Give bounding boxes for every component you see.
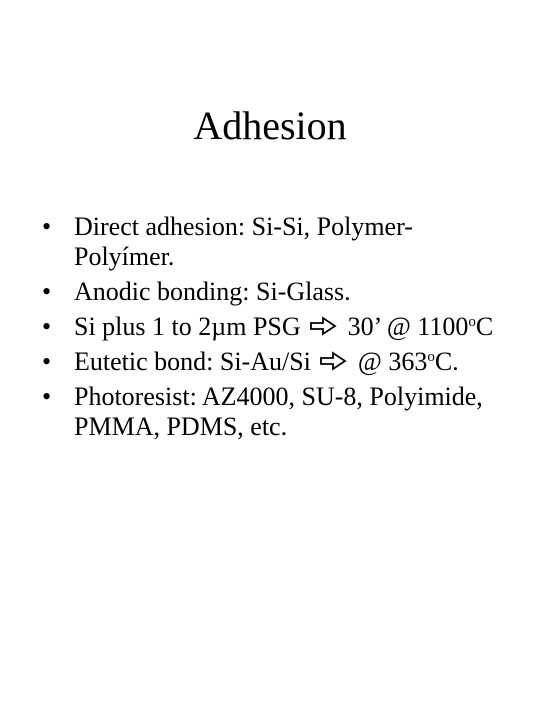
bullet-text-after-arrow: @ 363 — [357, 347, 428, 376]
degree-superscript: o — [427, 349, 435, 365]
hollow-right-arrow-icon — [309, 313, 337, 333]
bullet-text-before-arrow: Eutetic bond: Si-Au/Si — [74, 347, 311, 376]
bullet-text-after-arrow: 30’ @ 1100 — [347, 312, 469, 341]
bullet-marker: • — [42, 382, 52, 411]
bullet-list — [42, 212, 512, 447]
hollow-right-arrow-icon — [319, 348, 347, 368]
bullet-item-eutectic-bond — [42, 347, 512, 377]
bullet-marker: • — [42, 212, 52, 241]
bullet-item-si-psg — [42, 312, 512, 342]
bullet-text: Anodic bonding: Si-Glass. — [74, 277, 351, 306]
bullet-text-end: C — [475, 312, 494, 341]
bullet-marker: • — [42, 312, 52, 341]
bullet-marker: • — [42, 277, 52, 306]
bullet-marker: • — [42, 347, 52, 376]
slide-title: Adhesion — [193, 103, 347, 148]
bullet-text-before-arrow: Si plus 1 to 2µm PSG — [74, 312, 301, 341]
bullet-item-anodic-bonding — [42, 277, 512, 307]
bullet-text: Direct adhesion: Si-Si, Polymer-Polyímer. — [74, 212, 413, 271]
bullet-item-direct-adhesion — [42, 212, 512, 272]
degree-superscript: o — [468, 314, 476, 330]
bullet-text-end: C. — [434, 347, 459, 376]
bullet-item-photoresist — [42, 382, 512, 442]
bullet-text: Photoresist: AZ4000, SU-8, Polyimide, PMMA, PDMS, etc. — [74, 382, 483, 441]
